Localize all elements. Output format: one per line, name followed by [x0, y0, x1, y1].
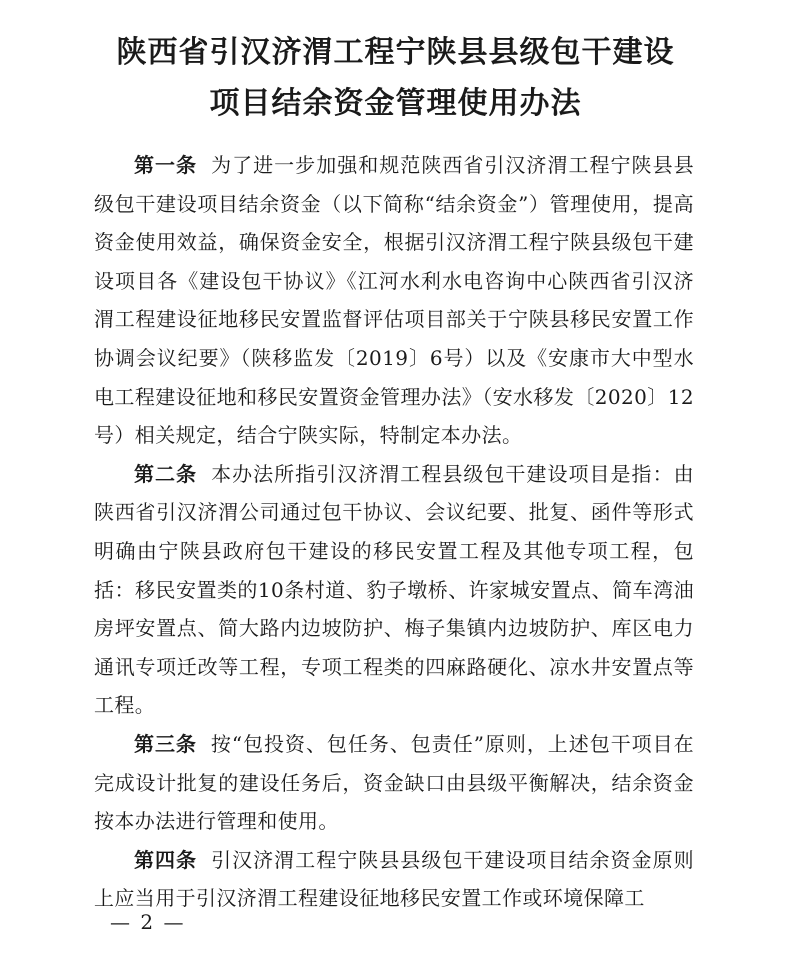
article-2-text: 本办法所指引汉济渭工程县级包干建设项目是指：由陕西省引汉济渭公司通过包干协议、会议纪要、批复、函件等形式明确由宁陕县政府包干建设的移民安置工程及其他专项工程，包括：移民安置类的10条村道、豹子墩桥、许家城安置点、简车湾油房坪安置点、简大路内边坡防护、梅子集镇内边坡防护、库区电力通讯专项迁改等工程，专项工程类的四麻路硬化、凉水井安置点等工程。 — [94, 461, 695, 718]
article-1-label: 第一条 — [134, 153, 198, 177]
article-1-text: 为了进一步加强和规范陕西省引汉济渭工程宁陕县县级包干建设项目结余资金（以下简称“结余资金”）管理使用，提高资金使用效益，确保资金安全，根据引汉济渭工程宁陕县级包干建设项目各《建设包干协议》《江河水利水电咨询中心陕西省引汉济渭工程建设征地移民安置监督评估项目部关于宁陕县移民安置工作协调会议纪要》（陕移监发〔2019〕6号）以及《安康市大中型水电工程建设征地和移民安置资金管理办法》（安水移发〔2020〕12号）相关规定，结合宁陕实际，特制定本办法。 — [94, 153, 695, 448]
article-2-label: 第二条 — [134, 461, 198, 486]
article-3-text: 按“包投资、包任务、包责任”原则，上述包干项目在完成设计批复的建设任务后，资金缺口由县级平衡解决，结余资金按本办法进行管理和使用。 — [94, 731, 694, 834]
article-4-label: 第四条 — [134, 847, 198, 872]
article-3-label: 第三条 — [134, 731, 197, 756]
document-title-line-2: 项目结余资金管理使用办法 — [209, 86, 582, 121]
article-1 — [94, 146, 694, 455]
document-body — [94, 146, 694, 918]
article-2 — [94, 455, 694, 725]
article-4-text: 引汉济渭工程宁陕县县级包干建设项目结余资金原则上应当用于引汉济渭工程建设征地移民安置工作或环境保障工 — [94, 847, 695, 911]
page-number: — 2 — — [110, 910, 186, 934]
document-title-line-1: 陕西省引汉济渭工程宁陕县县级包干建设 — [116, 35, 675, 70]
article-4 — [94, 841, 694, 918]
article-3 — [94, 725, 694, 841]
